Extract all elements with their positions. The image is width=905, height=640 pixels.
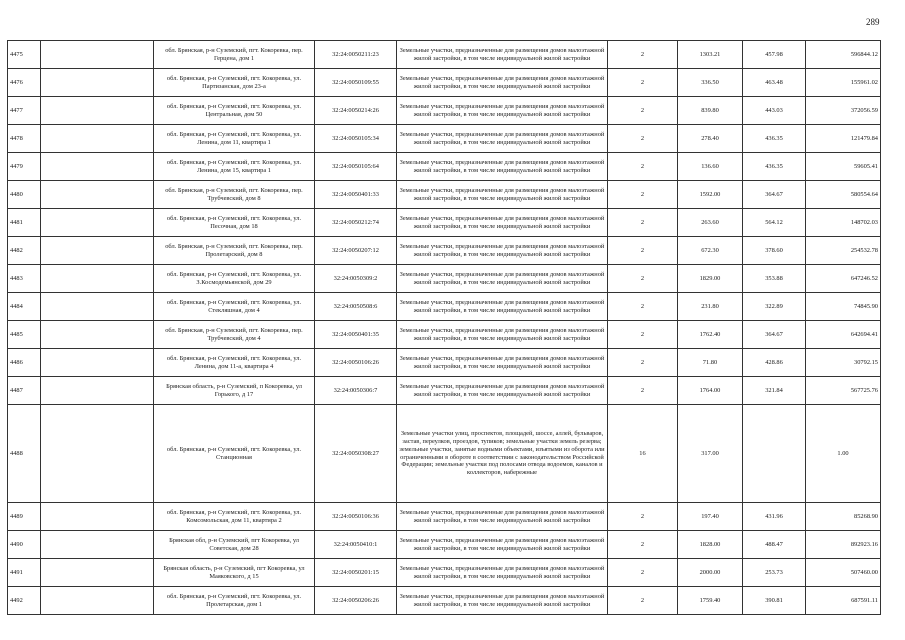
address-cell: обл. Брянская, р-н Суземский, пгт. Кокоревка, ул. Комсомольская, дом 11, квартира 2	[154, 503, 315, 531]
land-use-cell: Земельные участки улиц, проспектов, площадей, шоссе, аллей, бульваров, застав, переулков, проездов, тупиков; земельные участки земель резерва; земельные участки, занятые водными объектами, изъятыми из оборота или ограниченными в обороте в соответствии с законодательством Российской Федерации; земельные участки под полосами отвода водоемов, каналов и коллекторов, набережные	[397, 405, 608, 503]
row-number: 4477	[8, 97, 41, 125]
cadastral-value-cell: 254532.78	[806, 237, 881, 265]
row-number: 4484	[8, 293, 41, 321]
cadastral-value-cell: 30792.15	[806, 349, 881, 377]
address-cell: обл. Брянская, р-н Суземский, пгт. Кокоревка, ул. Станционная	[154, 405, 315, 503]
cadastral-value-cell: 59605.41	[806, 153, 881, 181]
row-number: 4481	[8, 209, 41, 237]
land-use-cell: Земельные участки, предназначенные для размещения домов малоэтажной жилой застройки, в том числе индивидуальной жилой застройки	[397, 349, 608, 377]
cadastral-number-cell: 32:24:0050105:34	[315, 125, 397, 153]
area-cell: 278.40	[678, 125, 743, 153]
specific-value-cell: 390.81	[743, 587, 806, 615]
empty-cell	[41, 377, 154, 405]
specific-value-cell: 322.89	[743, 293, 806, 321]
land-registry-table	[7, 40, 881, 615]
area-cell: 336.50	[678, 69, 743, 97]
group-number-cell: 2	[608, 503, 678, 531]
specific-value-cell: 253.73	[743, 559, 806, 587]
area-cell: 2000.00	[678, 559, 743, 587]
specific-value-cell: 364.67	[743, 321, 806, 349]
address-cell: обл. Брянская, р-н Суземский, пгт. Кокоревка, ул. Ленина, дом 11-а, квартира 4	[154, 349, 315, 377]
cadastral-number-cell: 32:24:0050410:1	[315, 531, 397, 559]
cadastral-value-cell: 74845.90	[806, 293, 881, 321]
specific-value-cell: 364.67	[743, 181, 806, 209]
area-cell: 1764.00	[678, 377, 743, 405]
group-number-cell: 16	[608, 405, 678, 503]
cadastral-value-cell: 155961.02	[806, 69, 881, 97]
empty-cell	[41, 41, 154, 69]
group-number-cell: 2	[608, 265, 678, 293]
table-row	[8, 69, 881, 97]
land-use-cell: Земельные участки, предназначенные для размещения домов малоэтажной жилой застройки, в том числе индивидуальной жилой застройки	[397, 531, 608, 559]
cadastral-number-cell: 32:24:0050401:35	[315, 321, 397, 349]
row-number: 4488	[8, 405, 41, 503]
cadastral-number-cell: 32:24:0050214:26	[315, 97, 397, 125]
address-cell: обл. Брянская, р-н Суземский, пгт. Кокоревка, ул. З.Космодемьянской, дом 29	[154, 265, 315, 293]
area-cell: 839.80	[678, 97, 743, 125]
specific-value-cell: 436.35	[743, 153, 806, 181]
land-use-cell: Земельные участки, предназначенные для размещения домов малоэтажной жилой застройки, в том числе индивидуальной жилой застройки	[397, 587, 608, 615]
specific-value-cell: 436.35	[743, 125, 806, 153]
row-number: 4486	[8, 349, 41, 377]
empty-cell	[41, 559, 154, 587]
row-number: 4478	[8, 125, 41, 153]
table-row	[8, 97, 881, 125]
table-row	[8, 559, 881, 587]
empty-cell	[41, 321, 154, 349]
land-use-cell: Земельные участки, предназначенные для размещения домов малоэтажной жилой застройки, в том числе индивидуальной жилой застройки	[397, 321, 608, 349]
page-number: 289	[866, 17, 880, 27]
address-cell: обл. Брянская, р-н Суземский, пгт. Кокоревка, пер. Герцена, дом 1	[154, 41, 315, 69]
cadastral-value-cell: 121479.84	[806, 125, 881, 153]
group-number-cell: 2	[608, 125, 678, 153]
empty-cell	[41, 349, 154, 377]
table-row	[8, 181, 881, 209]
cadastral-number-cell: 32:24:0050306:7	[315, 377, 397, 405]
area-cell: 1828.00	[678, 531, 743, 559]
cadastral-number-cell: 32:24:0050106:36	[315, 503, 397, 531]
cadastral-number-cell: 32:24:0050109:55	[315, 69, 397, 97]
cadastral-number-cell: 32:24:0050401:33	[315, 181, 397, 209]
area-cell: 263.60	[678, 209, 743, 237]
cadastral-number-cell: 32:24:0050201:15	[315, 559, 397, 587]
group-number-cell: 2	[608, 531, 678, 559]
table-row	[8, 265, 881, 293]
area-cell: 1762.40	[678, 321, 743, 349]
table-row	[8, 125, 881, 153]
specific-value-cell: 457.98	[743, 41, 806, 69]
row-number: 4479	[8, 153, 41, 181]
table-row	[8, 41, 881, 69]
empty-cell	[41, 587, 154, 615]
table-row	[8, 531, 881, 559]
row-number: 4491	[8, 559, 41, 587]
address-cell: обл. Брянская, р-н Суземский, пгт. Кокоревка, ул. Ленина, дом 15, квартира 1	[154, 153, 315, 181]
empty-cell	[41, 237, 154, 265]
area-cell: 136.60	[678, 153, 743, 181]
group-number-cell: 2	[608, 321, 678, 349]
land-use-cell: Земельные участки, предназначенные для размещения домов малоэтажной жилой застройки, в том числе индивидуальной жилой застройки	[397, 69, 608, 97]
address-cell: Брянская область, р-н Суземский, п Кокоревка, ул Горького, д 17	[154, 377, 315, 405]
table-row	[8, 349, 881, 377]
land-use-cell: Земельные участки, предназначенные для размещения домов малоэтажной жилой застройки, в том числе индивидуальной жилой застройки	[397, 265, 608, 293]
group-number-cell: 2	[608, 587, 678, 615]
table-row	[8, 377, 881, 405]
group-number-cell: 2	[608, 97, 678, 125]
group-number-cell: 2	[608, 349, 678, 377]
row-number: 4489	[8, 503, 41, 531]
cadastral-value-cell: 892923.16	[806, 531, 881, 559]
table-row	[8, 293, 881, 321]
specific-value-cell: 564.12	[743, 209, 806, 237]
area-cell: 71.80	[678, 349, 743, 377]
specific-value-cell: 321.84	[743, 377, 806, 405]
area-cell: 1759.40	[678, 587, 743, 615]
area-cell: 1829.00	[678, 265, 743, 293]
group-number-cell: 2	[608, 559, 678, 587]
land-use-cell: Земельные участки, предназначенные для размещения домов малоэтажной жилой застройки, в том числе индивидуальной жилой застройки	[397, 41, 608, 69]
row-number: 4475	[8, 41, 41, 69]
area-cell: 672.30	[678, 237, 743, 265]
group-number-cell: 2	[608, 377, 678, 405]
table-row	[8, 237, 881, 265]
empty-cell	[41, 265, 154, 293]
table-row	[8, 503, 881, 531]
table-row	[8, 587, 881, 615]
land-use-cell: Земельные участки, предназначенные для размещения домов малоэтажной жилой застройки, в том числе индивидуальной жилой застройки	[397, 559, 608, 587]
address-cell: обл. Брянская, р-н Суземский, пгт. Кокоревка, пер. Трубчевский, дом 4	[154, 321, 315, 349]
table-row	[8, 405, 881, 503]
table-row	[8, 321, 881, 349]
area-cell: 317.00	[678, 405, 743, 503]
address-cell: обл. Брянская, р-н Суземский, пгт. Кокоревка, ул. Ленина, дом 11, квартира 1	[154, 125, 315, 153]
row-number: 4487	[8, 377, 41, 405]
row-number: 4482	[8, 237, 41, 265]
cadastral-value-cell: 580554.64	[806, 181, 881, 209]
land-use-cell: Земельные участки, предназначенные для размещения домов малоэтажной жилой застройки, в том числе индивидуальной жилой застройки	[397, 237, 608, 265]
area-cell: 197.40	[678, 503, 743, 531]
group-number-cell: 2	[608, 209, 678, 237]
row-number: 4485	[8, 321, 41, 349]
land-use-cell: Земельные участки, предназначенные для размещения домов малоэтажной жилой застройки, в том числе индивидуальной жилой застройки	[397, 153, 608, 181]
table-row	[8, 209, 881, 237]
empty-cell	[41, 209, 154, 237]
empty-cell	[41, 293, 154, 321]
cadastral-number-cell: 32:24:0050309:2	[315, 265, 397, 293]
address-cell: обл. Брянская, р-н Суземский, пгт. Кокоревка, ул. Центральная, дом 50	[154, 97, 315, 125]
area-cell: 1592.00	[678, 181, 743, 209]
address-cell: обл. Брянская, р-н Суземский, пгт. Кокоревка, пер. Пролетарский, дом 8	[154, 237, 315, 265]
group-number-cell: 2	[608, 153, 678, 181]
cadastral-number-cell: 32:24:0050106:26	[315, 349, 397, 377]
cadastral-number-cell: 32:24:0050207:12	[315, 237, 397, 265]
group-number-cell: 2	[608, 69, 678, 97]
area-cell: 1303.21	[678, 41, 743, 69]
land-use-cell: Земельные участки, предназначенные для размещения домов малоэтажной жилой застройки, в том числе индивидуальной жилой застройки	[397, 209, 608, 237]
row-number: 4476	[8, 69, 41, 97]
group-number-cell: 2	[608, 237, 678, 265]
row-number: 4480	[8, 181, 41, 209]
address-cell: обл. Брянская, р-н Суземский, пгт. Кокоревка, ул. Песочная, дом 18	[154, 209, 315, 237]
specific-value-cell: 431.96	[743, 503, 806, 531]
table-body	[8, 41, 881, 615]
row-number: 4492	[8, 587, 41, 615]
group-number-cell: 2	[608, 181, 678, 209]
specific-value-cell: 443.03	[743, 97, 806, 125]
specific-value-cell	[743, 405, 806, 503]
address-cell: обл. Брянская, р-н Суземский, пгт. Кокоревка, ул. Партизанская, дом 23-а	[154, 69, 315, 97]
land-use-cell: Земельные участки, предназначенные для размещения домов малоэтажной жилой застройки, в том числе индивидуальной жилой застройки	[397, 97, 608, 125]
cadastral-value-cell: 85268.90	[806, 503, 881, 531]
cadastral-number-cell: 32:24:0050212:74	[315, 209, 397, 237]
table-row	[8, 153, 881, 181]
address-cell: обл. Брянская, р-н Суземский, пгт. Кокоревка, ул. Пролетарская, дом 1	[154, 587, 315, 615]
cadastral-number-cell: 32:24:0050508:6	[315, 293, 397, 321]
empty-cell	[41, 405, 154, 503]
land-use-cell: Земельные участки, предназначенные для размещения домов малоэтажной жилой застройки, в том числе индивидуальной жилой застройки	[397, 293, 608, 321]
address-cell: обл. Брянская, р-н Суземский, пгт. Кокоревка, ул. Стекляшная, дом 4	[154, 293, 315, 321]
cadastral-value-cell: 647246.52	[806, 265, 881, 293]
cadastral-number-cell: 32:24:0050105:64	[315, 153, 397, 181]
land-use-cell: Земельные участки, предназначенные для размещения домов малоэтажной жилой застройки, в том числе индивидуальной жилой застройки	[397, 125, 608, 153]
land-use-cell: Земельные участки, предназначенные для размещения домов малоэтажной жилой застройки, в том числе индивидуальной жилой застройки	[397, 377, 608, 405]
empty-cell	[41, 531, 154, 559]
empty-cell	[41, 153, 154, 181]
cadastral-number-cell: 32:24:0050211:23	[315, 41, 397, 69]
empty-cell	[41, 181, 154, 209]
cadastral-number-cell: 32:24:0050206:26	[315, 587, 397, 615]
specific-value-cell: 488.47	[743, 531, 806, 559]
land-use-cell: Земельные участки, предназначенные для размещения домов малоэтажной жилой застройки, в том числе индивидуальной жилой застройки	[397, 503, 608, 531]
cadastral-value-cell: 372056.59	[806, 97, 881, 125]
group-number-cell: 2	[608, 41, 678, 69]
cadastral-value-cell: 567725.76	[806, 377, 881, 405]
land-use-cell: Земельные участки, предназначенные для размещения домов малоэтажной жилой застройки, в том числе индивидуальной жилой застройки	[397, 181, 608, 209]
empty-cell	[41, 69, 154, 97]
cadastral-number-cell: 32:24:0050308:27	[315, 405, 397, 503]
specific-value-cell: 428.86	[743, 349, 806, 377]
row-number: 4483	[8, 265, 41, 293]
cadastral-value-cell: 687591.11	[806, 587, 881, 615]
row-number: 4490	[8, 531, 41, 559]
cadastral-value-cell: 642694.41	[806, 321, 881, 349]
specific-value-cell: 463.48	[743, 69, 806, 97]
empty-cell	[41, 503, 154, 531]
empty-cell	[41, 97, 154, 125]
group-number-cell: 2	[608, 293, 678, 321]
cadastral-value-cell: 596844.12	[806, 41, 881, 69]
empty-cell	[41, 125, 154, 153]
address-cell: Брянская обл, р-н Суземский, пгт Кокоревка, ул Советская, дом 28	[154, 531, 315, 559]
specific-value-cell: 353.88	[743, 265, 806, 293]
address-cell: Брянская область, р-н Суземский, пгт Кокоревка, ул Маяковского, д 15	[154, 559, 315, 587]
address-cell: обл. Брянская, р-н Суземский, пгт. Кокоревка, пер. Трубчевский, дом 8	[154, 181, 315, 209]
specific-value-cell: 378.60	[743, 237, 806, 265]
cadastral-value-cell: 1.00	[806, 405, 881, 503]
area-cell: 231.80	[678, 293, 743, 321]
cadastral-value-cell: 148702.03	[806, 209, 881, 237]
cadastral-value-cell: 507460.00	[806, 559, 881, 587]
